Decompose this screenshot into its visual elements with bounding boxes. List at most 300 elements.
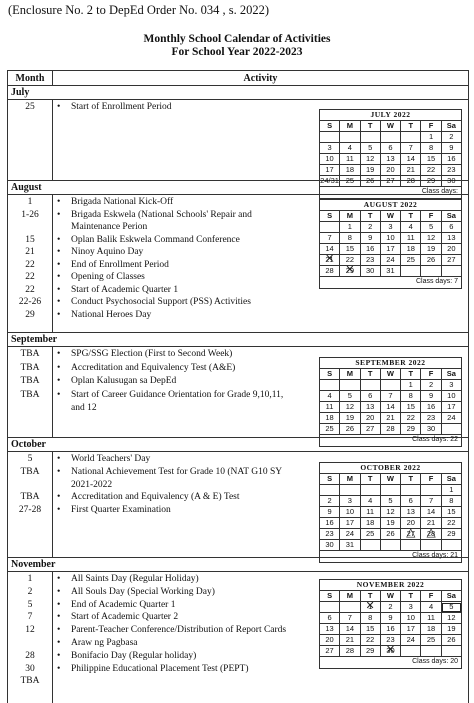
calendar-week — [319, 485, 461, 496]
calendar-day: 1 — [340, 222, 360, 233]
calendar-day: 13 — [319, 624, 339, 635]
month-name: October — [8, 438, 469, 452]
calendar-day: 20 — [401, 518, 421, 529]
calendar-day — [340, 602, 360, 613]
weekday-header: M — [340, 591, 360, 602]
calendar-week — [319, 222, 461, 233]
activities-cell — [53, 452, 469, 558]
calendar-day: 27 △ — [401, 529, 421, 540]
calendar-day: 25 — [340, 176, 360, 187]
calendar-day: 23 — [441, 165, 461, 176]
calendar-day: 24/31 — [320, 176, 339, 185]
calendar-day: 7 — [421, 496, 441, 507]
activity-date: 5 — [27, 454, 33, 464]
activity-date: TBA — [20, 376, 40, 386]
mini-calendar — [319, 462, 462, 563]
calendar-day: 3 — [340, 496, 360, 507]
calendar-day: 28 — [380, 424, 400, 435]
weekday-header: Sa — [441, 121, 461, 132]
calendar-week — [319, 132, 461, 143]
calendar-day: 7 — [340, 613, 360, 624]
calendar-day: 23 — [421, 413, 441, 424]
calendar-day — [360, 380, 380, 391]
calendar-day: 15 — [421, 154, 441, 165]
calendar-day: 10 — [319, 154, 339, 165]
activity-item: • Brigada National Kick-Off — [57, 196, 297, 209]
activity-item: • Bonifacio Day (Regular holiday) — [57, 650, 297, 663]
calendar-day: 25 — [421, 635, 441, 646]
calendar-day: 12 — [360, 154, 380, 165]
month-column-header: Month — [8, 71, 53, 86]
calendar-day: 26 — [360, 176, 380, 187]
weekday-header: T — [401, 474, 421, 485]
dates-cell — [8, 100, 53, 181]
calendar-day: 30 — [441, 176, 461, 187]
weekday-header: Sa — [441, 591, 461, 602]
calendar-day: 6 — [441, 222, 461, 233]
calendar-day — [441, 424, 461, 435]
activity-list — [57, 453, 297, 517]
calendar-day: 10 — [340, 507, 360, 518]
calendar-day: 19 — [360, 165, 380, 176]
calendar-day: 1 — [401, 380, 421, 391]
activities-cell — [53, 195, 469, 333]
activity-date: 27-28 — [18, 505, 42, 516]
calendar-day: 18 — [401, 244, 421, 255]
calendar-day: 7 — [401, 143, 421, 154]
calendar-day: 14 — [319, 244, 339, 255]
calendar-day — [401, 266, 421, 277]
calendar-day: 7 — [380, 391, 400, 402]
activity-item: • All Saints Day (Regular Holiday) — [57, 573, 297, 586]
calendar-day: 24 — [401, 635, 421, 646]
calendar-day: 29 — [441, 529, 461, 540]
calendar-day: 23 — [319, 529, 339, 540]
calendar-day: 28 — [401, 176, 421, 187]
calendar-week — [319, 143, 461, 154]
calendar-day: 30 — [360, 266, 380, 277]
activity-list — [57, 101, 297, 114]
calendar-day: 16 — [421, 402, 441, 413]
calendar-title: OCTOBER 2022 — [319, 463, 461, 474]
calendar-day: 31 — [380, 266, 400, 277]
activity-date — [8, 637, 52, 650]
activity-item: • All Souls Day (Special Working Day) — [57, 586, 297, 599]
calendar-day: 16 — [441, 154, 461, 165]
calendar-day: 17 — [340, 518, 360, 529]
calendar-week — [319, 165, 461, 176]
activity-date: 5 — [27, 599, 33, 610]
calendar-title: AUGUST 2022 — [319, 200, 461, 211]
calendar-day: 20 — [441, 244, 461, 255]
calendar-day: 26 — [380, 529, 400, 540]
calendar-day: 9 — [360, 233, 380, 244]
weekday-header: S — [319, 369, 339, 380]
calendar-day — [360, 540, 380, 551]
calendar-day: 11 — [340, 154, 360, 165]
table-body — [8, 86, 469, 703]
weekday-header: F — [421, 591, 441, 602]
calendar-day: 22 — [360, 635, 380, 646]
calendar-day: 29 ✕ — [340, 266, 360, 277]
activity-date: 30 — [25, 663, 35, 674]
calendar-day: 21 — [421, 518, 441, 529]
calendar-week — [319, 233, 461, 244]
calendar-day: 6 — [360, 391, 380, 402]
weekday-header: W — [380, 369, 400, 380]
calendar-day: 12 — [421, 233, 441, 244]
weekday-header: T — [360, 474, 380, 485]
calendar-day: 31 — [340, 540, 360, 551]
calendar-day: 15 — [360, 624, 380, 635]
calendar-week — [319, 529, 461, 540]
calendar-day: 6 — [380, 143, 400, 154]
calendar-day — [340, 380, 360, 391]
activity-date: 1 — [27, 197, 33, 207]
calendar-day: 27 — [441, 255, 461, 266]
calendar-day: 17 — [401, 624, 421, 635]
calendar-day — [441, 266, 461, 277]
calendar-day: 5 — [340, 391, 360, 402]
weekday-header: Sa — [441, 211, 461, 222]
activity-list — [57, 196, 297, 321]
calendar-day: 12 — [380, 507, 400, 518]
calendar-day: 5 — [360, 143, 380, 154]
calendar-day — [401, 540, 421, 551]
calendar-day: 21 — [340, 635, 360, 646]
weekday-header: T — [401, 369, 421, 380]
activity-date: 15 — [25, 234, 35, 245]
month-body-row — [8, 452, 469, 558]
calendar-day: 20 — [360, 413, 380, 424]
calendar-day: 5 — [441, 602, 461, 613]
calendar-day: 30 — [319, 540, 339, 551]
weekday-header: T — [360, 211, 380, 222]
mini-calendar — [319, 579, 462, 669]
calendar-day: 2 — [360, 222, 380, 233]
calendar-day — [360, 132, 380, 143]
calendar-day: 14 — [401, 154, 421, 165]
weekday-header: S — [319, 211, 339, 222]
weekday-header: T — [401, 591, 421, 602]
calendar-day: 9 — [380, 613, 400, 624]
activity-list — [57, 348, 297, 416]
document-subtitle: For School Year 2022-2023 — [171, 46, 303, 58]
activity-date: 21 — [25, 247, 35, 257]
weekday-header: Sa — [441, 474, 461, 485]
calendar-week — [319, 540, 461, 551]
activity-item: • National Achievement Test for Grade 10 (NAT G10 SY 2021-2022 — [57, 466, 297, 492]
calendar-day — [319, 132, 339, 143]
month-name: November — [8, 558, 469, 572]
activities-table — [7, 70, 469, 703]
calendar-day: 22 — [401, 413, 421, 424]
calendar-day: 24 — [380, 255, 400, 266]
activity-item: • Start of Academic Quarter 2 — [57, 611, 297, 624]
calendar-title: SEPTEMBER 2022 — [319, 358, 461, 369]
calendar-day — [421, 646, 441, 657]
weekday-header: T — [360, 369, 380, 380]
calendar-week — [319, 613, 461, 624]
calendar-day — [421, 485, 441, 496]
mini-calendar — [319, 199, 462, 289]
mini-calendar — [319, 109, 462, 199]
calendar-day: 25 — [360, 529, 380, 540]
weekday-header: M — [340, 369, 360, 380]
month-body-row — [8, 347, 469, 438]
calendar-day: 8 — [421, 143, 441, 154]
weekday-header: S — [319, 121, 339, 132]
dates-cell — [8, 572, 53, 703]
calendar-day: 1 — [441, 485, 461, 496]
calendar-day — [401, 132, 421, 143]
calendar-day: 23 — [380, 635, 400, 646]
calendar-day — [340, 485, 360, 496]
calendar-day: 14 — [340, 624, 360, 635]
weekday-header: S — [319, 474, 339, 485]
weekday-header: F — [421, 474, 441, 485]
calendar-title: NOVEMBER 2022 — [319, 580, 461, 591]
calendar-week — [319, 380, 461, 391]
calendar-day: 28 — [319, 266, 339, 277]
weekday-header: S — [319, 591, 339, 602]
calendar-day: 3 — [319, 143, 339, 154]
activities-cell — [53, 572, 469, 703]
calendar-day: 21 — [401, 165, 421, 176]
calendar-day — [319, 380, 339, 391]
calendar-day — [360, 485, 380, 496]
calendar-day: 16 — [319, 518, 339, 529]
dates-cell — [8, 347, 53, 438]
calendar-day — [401, 485, 421, 496]
activity-date — [8, 221, 52, 234]
activity-date: TBA — [20, 466, 40, 477]
weekday-header: F — [421, 121, 441, 132]
calendar-week — [319, 602, 461, 613]
calendar-day: 22 — [441, 518, 461, 529]
calendar-day: 17 — [441, 402, 461, 413]
activity-item: • World Teachers' Day — [57, 453, 297, 466]
activity-date: 1 — [27, 574, 33, 584]
activity-date: TBA — [20, 389, 40, 400]
calendar-day: 1 ✕ — [360, 602, 380, 613]
month-name: August — [8, 181, 469, 195]
calendar-day: 8 — [360, 613, 380, 624]
weekday-header: T — [401, 211, 421, 222]
calendar-day: 26 — [421, 255, 441, 266]
activity-column-header: Activity — [53, 71, 469, 86]
calendar-day: 8 — [441, 496, 461, 507]
activity-item: • End of Academic Quarter 1 — [57, 599, 297, 612]
calendar-day: 11 — [319, 402, 339, 413]
dates-cell — [8, 452, 53, 558]
calendar-day: 13 — [360, 402, 380, 413]
calendar-day: 19 — [441, 624, 461, 635]
calendar-day: 3 — [441, 380, 461, 391]
calendar-day: 4 — [319, 391, 339, 402]
calendar-week — [319, 646, 461, 657]
calendar-week — [319, 413, 461, 424]
calendar-day: 29 — [401, 424, 421, 435]
activity-item: • Oplan Kalusugan sa DepEd — [57, 375, 297, 389]
activity-item: • Conduct Psychosocial Support (PSS) Activities — [57, 296, 297, 309]
calendar-day: 15 — [340, 244, 360, 255]
activity-item: • End of Enrollment Period — [57, 259, 297, 272]
calendar-week — [319, 255, 461, 266]
calendar-day: 23 — [360, 255, 380, 266]
calendar-day: 2 — [380, 602, 400, 613]
weekday-header: W — [380, 591, 400, 602]
calendar-day: 18 — [319, 413, 339, 424]
weekday-header: W — [380, 211, 400, 222]
activity-date: 22 — [25, 272, 35, 282]
activity-item: • Philippine Educational Placement Test (PEPT) — [57, 663, 297, 676]
activity-item: • Araw ng Pagbasa — [57, 637, 297, 650]
activity-item: • Accreditation and Equivalency (A & E) Test — [57, 491, 297, 504]
calendar-day: 24 — [441, 413, 461, 424]
activity-item: • Ninoy Aquino Day — [57, 246, 297, 259]
activity-item: • Oplan Balik Eskwela Command Conference — [57, 234, 297, 247]
calendar-day: 10 — [380, 233, 400, 244]
calendar-day: 26 — [441, 635, 461, 646]
calendar-day — [380, 132, 400, 143]
calendar-day: 6 — [401, 496, 421, 507]
calendar-day: 18 — [421, 624, 441, 635]
calendar-day: 2 — [319, 496, 339, 507]
calendar-day: 9 — [441, 143, 461, 154]
calendar-day: 9 — [319, 507, 339, 518]
calendar-day — [340, 132, 360, 143]
calendar-week — [319, 507, 461, 518]
calendar-day: 27 — [380, 176, 400, 187]
class-days-count: Class days: 7 — [319, 277, 461, 289]
calendar-day: 12 — [441, 613, 461, 624]
calendar-day: 20 — [319, 635, 339, 646]
calendar-day: 18 — [360, 518, 380, 529]
weekday-header: Sa — [441, 369, 461, 380]
table-header-row — [8, 71, 469, 86]
calendar-day: 25 — [401, 255, 421, 266]
calendar-day: 8 — [401, 391, 421, 402]
calendar-day — [401, 646, 421, 657]
calendar-day: 8 — [340, 233, 360, 244]
activity-date: 25 — [25, 102, 35, 112]
activity-date: 29 — [25, 309, 35, 320]
activity-item: • Start of Enrollment Period — [57, 101, 297, 114]
class-days-count: Class days: 21 — [319, 551, 461, 563]
activity-date: 28 — [25, 650, 35, 661]
month-body-row — [8, 195, 469, 333]
calendar-week — [319, 154, 461, 165]
weekday-header: T — [401, 121, 421, 132]
calendar-day: 13 — [401, 507, 421, 518]
calendar-day: 17 — [319, 165, 339, 176]
calendar-day: 5 — [380, 496, 400, 507]
activity-date — [8, 479, 52, 492]
calendar-day: 28 △ — [421, 529, 441, 540]
activity-date: 12 — [25, 625, 35, 636]
calendar-day — [380, 380, 400, 391]
calendar-day: 27 — [319, 646, 339, 657]
calendar-day: 4 — [340, 143, 360, 154]
month-heading-row — [8, 86, 469, 100]
activity-item: • SPG/SSG Election (First to Second Week) — [57, 348, 297, 362]
activity-date: 1-26 — [21, 209, 39, 220]
calendar-day: 11 — [421, 613, 441, 624]
calendar-week — [319, 624, 461, 635]
calendar-day: 22 — [340, 255, 360, 266]
mini-calendar — [319, 357, 462, 447]
calendar-day: 14 — [421, 507, 441, 518]
calendar-day — [319, 485, 339, 496]
month-heading-row — [8, 333, 469, 347]
calendar-week — [319, 496, 461, 507]
calendar-day: 25 — [319, 424, 339, 435]
activity-item: • Opening of Classes — [57, 271, 297, 284]
calendar-day: 15 — [401, 402, 421, 413]
weekday-header: T — [360, 591, 380, 602]
calendar-day: 16 — [360, 244, 380, 255]
activities-cell — [53, 100, 469, 195]
calendar-day: 19 — [421, 244, 441, 255]
calendar-day: 3 — [401, 602, 421, 613]
activity-date: 22 — [25, 284, 35, 295]
activity-date: 7 — [27, 612, 33, 623]
calendar-day: 15 — [441, 507, 461, 518]
calendar-day: 21 — [380, 413, 400, 424]
calendar-day: 10 — [441, 391, 461, 402]
weekday-header: M — [340, 474, 360, 485]
calendar-week — [319, 391, 461, 402]
calendar-day: 17 — [380, 244, 400, 255]
calendar-day: 20 — [380, 165, 400, 176]
calendar-day: 18 — [340, 165, 360, 176]
activity-item: • Parent-Teacher Conference/Distribution of Report Cards — [57, 624, 297, 637]
weekday-header: M — [340, 211, 360, 222]
calendar-day: 2 — [421, 380, 441, 391]
activity-date: 22-26 — [18, 297, 42, 307]
calendar-day: 16 — [380, 624, 400, 635]
enclosure-note: (Enclosure No. 2 to DepEd Order No. 034 , s. 2022) — [8, 3, 270, 17]
class-days-count: Class days: — [319, 187, 461, 199]
month-body-row — [8, 572, 469, 703]
class-days-count: Class days: 22 — [319, 435, 461, 447]
calendar-day: 4 — [401, 222, 421, 233]
calendar-day: 2 — [441, 132, 461, 143]
calendar-day: 6 — [319, 613, 339, 624]
calendar-day: 19 — [380, 518, 400, 529]
activity-item: • National Heroes Day — [57, 309, 297, 322]
calendar-day: 5 — [421, 222, 441, 233]
month-name: September — [8, 333, 469, 347]
calendar-day: 26 — [340, 424, 360, 435]
calendar-day: 13 — [441, 233, 461, 244]
calendar-title: JULY 2022 — [319, 110, 461, 121]
calendar-day: 27 — [360, 424, 380, 435]
calendar-day: 30 ✕ — [380, 646, 400, 657]
activity-date: TBA — [20, 349, 40, 359]
calendar-day: 4 — [360, 496, 380, 507]
calendar-day — [441, 646, 461, 657]
weekday-header: F — [421, 369, 441, 380]
class-days-count: Class days: 20 — [319, 657, 461, 669]
weekday-header: F — [421, 211, 441, 222]
calendar-week — [319, 266, 461, 277]
calendar-day: 30 — [421, 424, 441, 435]
activity-date: 22 — [25, 259, 35, 270]
calendar-week — [319, 176, 461, 187]
calendar-day — [380, 540, 400, 551]
